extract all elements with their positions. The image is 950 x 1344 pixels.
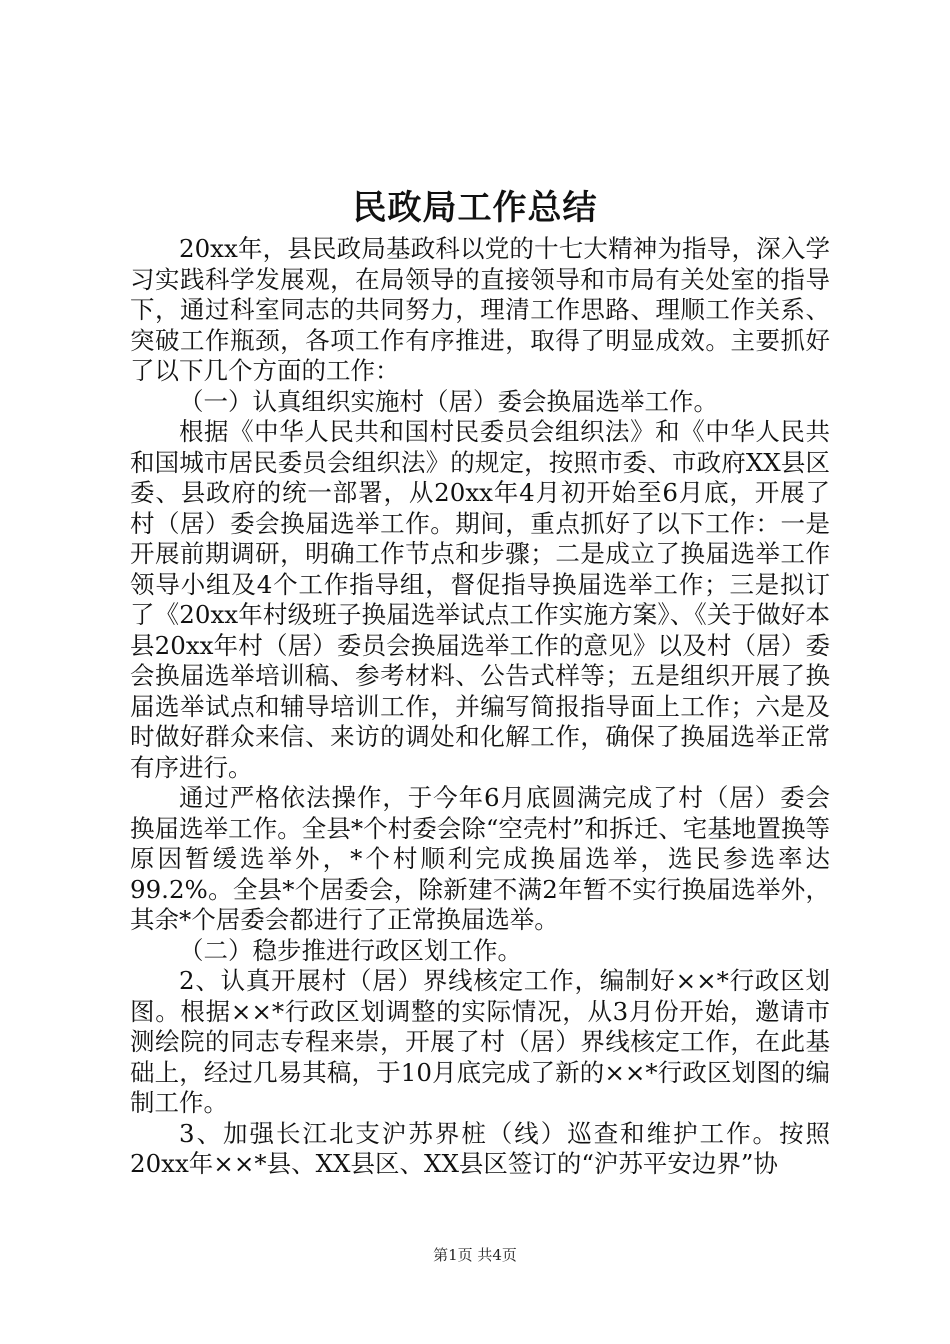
document-title: 民政局工作总结 — [352, 188, 598, 228]
paragraph-boundary-patrol: 3、加强长江北支沪苏界桩（线）巡查和维护工作。按照20xx年××*县、XX县区、XX县区签订的“沪苏平安边界”协 — [130, 1118, 830, 1178]
document-body — [130, 234, 830, 1180]
section-heading-2: （二）稳步推进行政区划工作。 — [179, 935, 522, 965]
paragraph-boundary-check: 2、认真开展村（居）界线核定工作，编制好××*行政区划图。根据××*行政区划调整的实际情况，从3月份开始，邀请市测绘院的同志专程来崇，开展了村（居）界线核定工作，在此基础上，经过几易其稿，于10月底完成了新的××*行政区划图的编制工作。 — [130, 966, 830, 1117]
paragraph-intro: 20xx年，县民政局基政科以党的十七大精神为指导，深入学习实践科学发展观，在局领导的直接领导和市局有关处室的指导下，通过科室同志的共同努力，理清工作思路、理顺工作关系、突破工作瓶颈，各项工作有序推进，取得了明显成效。主要抓好了以下几个方面的工作： — [130, 234, 830, 385]
section-heading-1: （一）认真组织实施村（居）委会换届选举工作。 — [179, 386, 718, 416]
paragraph-election-basis: 根据《中华人民共和国村民委员会组织法》和《中华人民共和国城市居民委员会组织法》的规定，按照市委、市政府XX县区委、县政府的统一部署，从20xx年4月初开始至6月底，开展了村（居）委会换届选举工作。期间，重点抓好了以下工作：一是开展前期调研，明确工作节点和步骤；二是成立了换届选举工作领导小组及4个工作指导组，督促指导换届选举工作；三是拟订了《20xx年村级班子换届选举试点工作实施方案》、《关于做好本县20xx年村（居）委员会换届选举工作的意见》以及村（居）委会换届选举培训稿、参考材料、公告式样等；五是组织开展了换届选举试点和辅导培训工作，并编写简报指导面上工作；六是及时做好群众来信、来访的调处和化解工作，确保了换届选举正常有序进行。 — [130, 417, 830, 782]
page-footer: 第1页 共4页 — [433, 1246, 517, 1264]
paragraph-election-result: 通过严格依法操作，于今年6月底圆满完成了村（居）委会换届选举工作。全县*个村委会除“空壳村”和拆迁、宅基地置换等原因暂缓选举外，*个村顺利完成换届选举，选民参选率达99.2%。全县*个居委会，除新建不满2年暂不实行换届选举外，其余*个居委会都进行了正常换届选举。 — [130, 783, 830, 934]
